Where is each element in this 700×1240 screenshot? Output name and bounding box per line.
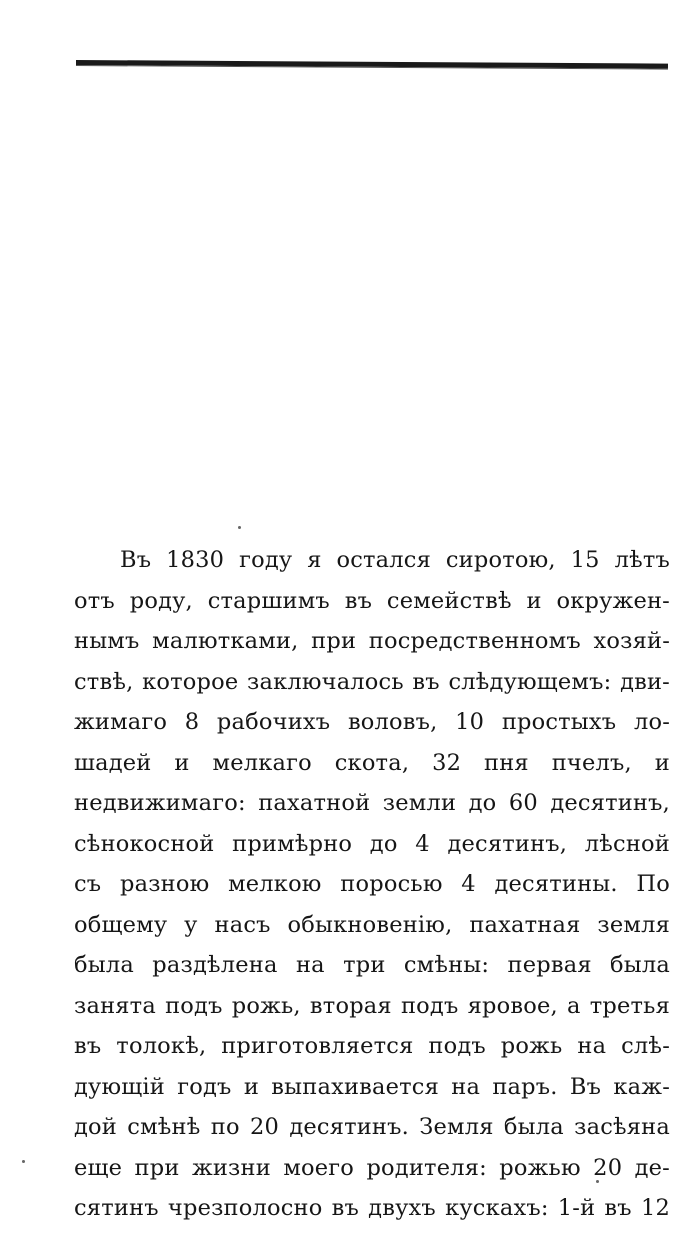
text-line: въ толокѣ, приготовляется подъ рожь на слѣ- (74, 1033, 670, 1059)
header-rule (76, 60, 668, 70)
text-line: жимаго 8 рабочихъ воловъ, 10 простыхъ ло- (74, 709, 670, 735)
print-speck (238, 526, 241, 529)
text-line: недвижимаго: пахатной земли до 60 десятинъ, (74, 790, 670, 816)
body-text (74, 540, 670, 1229)
print-speck (22, 1160, 25, 1163)
text-line: общему у насъ обыкновенію, пахатная земля (74, 911, 670, 938)
text-line: еще при жизни моего родителя: рожью 20 де- (74, 1154, 670, 1181)
text-line: съ разною мелкою поросью 4 десятины. По (74, 871, 670, 897)
text-line: отъ роду, старшимъ въ семействѣ и окружен- (74, 587, 670, 614)
text-line: сѣнокосной примѣрно до 4 десятинъ, лѣсной (74, 830, 670, 857)
text-line: занята подъ рожь, вторая подъ яровое, а третья (74, 992, 670, 1019)
text-line: нымъ малютками, при посредственномъ хозяй- (74, 628, 670, 654)
text-line: была раздѣлена на три смѣны: первая была (74, 952, 670, 978)
text-line: Въ 1830 году я остался сиротою, 15 лѣтъ (120, 547, 670, 573)
text-line: ствѣ, которое заключалось въ слѣдующемъ: дви- (74, 668, 670, 695)
text-line: дой смѣнѣ по 20 десятинъ. Земля была засѣяна (74, 1114, 670, 1140)
text-line: шадей и мелкаго скота, 32 пня пчелъ, и (74, 749, 670, 776)
text-line: дующій годъ и выпахивается на паръ. Въ каж- (74, 1073, 670, 1100)
text-line: сятинъ чрезполосно въ двухъ кускахъ: 1-й въ 12 (74, 1195, 670, 1221)
